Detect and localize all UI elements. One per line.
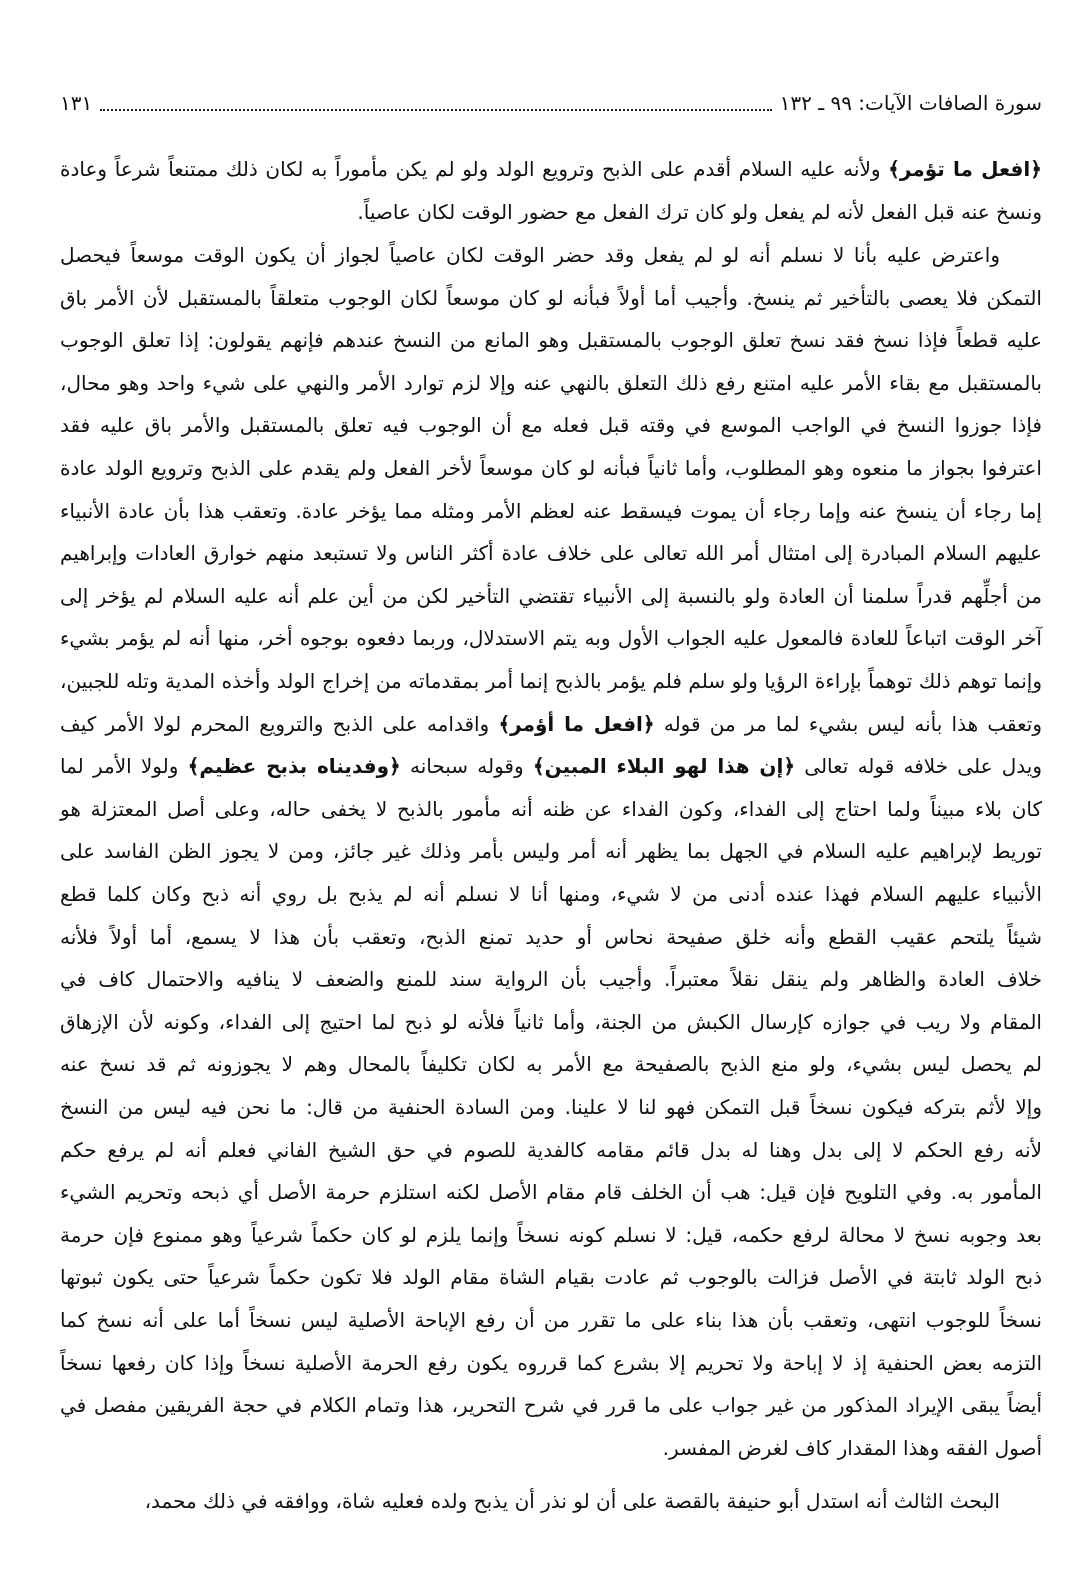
text-line bbox=[60, 1427, 1042, 1470]
text-line bbox=[60, 1043, 1042, 1086]
text-line bbox=[60, 830, 1042, 873]
text-segment: أيضاً يبقى الإيراد المذكور من غير جواب على ما قرر في شرح التحرير، هذا وتمام الكلام في حجة الفريقين مفصل في bbox=[60, 1393, 1042, 1418]
text-segment: آخر الوقت اتباعاً للعادة فالمعول عليه الجواب الأول وبه يتم الاستدلال، وربما دفعوه بوجوه أخر، منها أنه لم يؤمر بشيء bbox=[60, 626, 1042, 651]
quran-quote: ﴿إن هذا لهو البلاء المبين﴾ bbox=[532, 754, 796, 779]
text-line bbox=[60, 575, 1042, 618]
text-line bbox=[60, 191, 1042, 234]
quran-quote: ﴿افعل ما أؤمر﴾ bbox=[498, 711, 655, 736]
text-line bbox=[60, 1129, 1042, 1172]
text-line bbox=[60, 1256, 1042, 1299]
text-line bbox=[60, 1001, 1042, 1044]
text-segment: كان بلاء مبيناً ولما احتاج إلى الفداء، وكون الفداء عن ظنه أنه مأمور بالذبح لا يخفى حاله، وعلى أصل المعتزلة هو bbox=[60, 796, 1042, 821]
text-line bbox=[60, 873, 1042, 916]
text-segment: ويدل على خلافه قوله تعالى bbox=[795, 754, 1042, 779]
text-segment: وقوله سبحانه bbox=[400, 754, 533, 779]
text-segment: إما رجاء أن ينسخ عنه وإما رجاء أن يموت فيسقط عنه لعظم الأمر ومثله مما يؤخر عادة. وتعقب هذا بأن عادة الأنبياء bbox=[60, 498, 1042, 523]
text-line bbox=[60, 660, 1042, 703]
text-line bbox=[60, 148, 1042, 191]
text-segment: ولولا الأمر لما bbox=[60, 754, 188, 779]
text-segment: واعترض عليه بأنا لا نسلم أنه لو لم يفعل وقد حضر الوقت لكان عاصياً لجواز أن يكون الوقت موسعاً فيحصل bbox=[60, 243, 1000, 267]
text-line bbox=[60, 703, 1042, 746]
text-line bbox=[60, 788, 1042, 831]
text-line bbox=[60, 1384, 1042, 1427]
text-segment: ولأنه عليه السلام أقدم على الذبح وترويع الولد ولو لم يكن مأموراً به لكان ذلك ممتنعاً شرعاً وعادة bbox=[60, 157, 889, 181]
text-line bbox=[60, 362, 1042, 405]
text-line bbox=[60, 1480, 1042, 1523]
text-line bbox=[60, 1214, 1042, 1257]
text-line bbox=[60, 745, 1042, 788]
text-segment: نسخاً للوجوب انتهى، وتعقب بأن هذا بناء على ما تقرر من أن رفع الإباحة الأصلية ليس نسخاً أما على أنه نسخ كما bbox=[60, 1308, 1042, 1332]
text-line bbox=[60, 1342, 1042, 1385]
text-segment: البحث الثالث أنه استدل أبو حنيفة بالقصة على أن لو نذر أن يذبح ولده فعليه شاة، ووافقه في ذلك محمد، bbox=[144, 1489, 1000, 1513]
text-segment: التزمه بعض الحنفية إذ لا إباحة ولا تحريم إلا بشرع كما قرروه يكون رفع الحرمة الأصلية نسخاً وإذا كان رفعها نسخاً bbox=[60, 1350, 1042, 1375]
text-line bbox=[60, 1299, 1042, 1342]
text-line bbox=[60, 532, 1042, 575]
text-segment: عليه قطعاً فإذا نسخ فقد نسخ تعلق الوجوب بالمستقبل وهو المانع من النسخ عندهم فإنهم يقولون: إذا تعلق الوجوب bbox=[60, 328, 1042, 353]
text-segment: شيئاً يلتحم عقيب القطع وأنه خلق صفيحة نحاس أو حديد تمنع الذبح، وتعقب بأن هذا لا يسمع، أما أولاً فلأنه bbox=[60, 924, 1042, 949]
quran-quote: ﴿وفديناه بذبح عظيم﴾ bbox=[187, 754, 401, 779]
text-segment: بالمستقبل مع بقاء الأمر عليه امتنع رفع ذلك التعلق بالنهي عنه وإلا لزم توارد الأمر والنهي على شيء واحد وهو محال، bbox=[60, 370, 1042, 395]
text-line bbox=[60, 1171, 1042, 1214]
text-line bbox=[60, 404, 1042, 447]
text-segment: اعترفوا بجواز ما منعوه وهو المطلوب، وأما ثانياً فبأنه لو كان موسعاً لأخر الفعل ولم يقدم على الذبح وترويع الولد عادة bbox=[60, 456, 1042, 480]
text-segment: لأنه رفع الحكم لا إلى بدل وهنا له بدل قائم مقامه كالفدية للصوم في حق الشيخ الفاني فعلم أنه لم يرفع حكم bbox=[60, 1137, 1042, 1162]
text-segment: ذبح الولد ثابتة في الأصل فزالت بالوجوب ثم عادت بقيام الشاة مقام الولد فلا تكون حكماً شرعياً حتى يكون ثبوتها bbox=[60, 1265, 1042, 1290]
text-segment: خلاف العادة والظاهر ولم ينقل نقلاً معتبراً. وأجيب بأن الرواية سند للمنع والضعف لا ينافيه والاحتمال كاف في bbox=[60, 967, 1042, 992]
text-segment: وإلا لأثم بتركه فيكون نسخاً قبل التمكن فهو لنا لا علينا. ومن السادة الحنفية من قال: ما نحن فيه ليس من النسخ bbox=[60, 1095, 1042, 1119]
running-header bbox=[60, 86, 1042, 120]
text-segment: وتعقب هذا بأنه ليس بشيء لما مر من قوله bbox=[654, 711, 1042, 736]
text-segment: وإنما توهم ذلك توهماً بإراءة الرؤيا ولو سلم فلم يؤمر بالذبح إنما أمر بمقدماته من إخراج الولد وأخذه المدية وتله للجبين، bbox=[60, 669, 1042, 693]
text-segment: أصول الفقه وهذا المقدار كاف لغرض المفسر. bbox=[662, 1435, 1042, 1460]
quran-quote: ﴿افعل ما تؤمر﴾ bbox=[888, 157, 1042, 181]
header-title: سورة الصافات الآيات: ٩٩ ـ ١٣٢ bbox=[779, 91, 1042, 115]
text-line bbox=[60, 447, 1042, 490]
text-line bbox=[60, 916, 1042, 959]
page-number: ١٣١ bbox=[60, 91, 93, 115]
text-line bbox=[60, 1086, 1042, 1129]
text-segment: واقدامه على الذبح والترويع المحرم لولا الأمر كيف bbox=[60, 711, 499, 736]
text-segment: المأمور به. وفي التلويح فإن قيل: هب أن الخلف قام مقام الأصل لكنه استلزم حرمة الأصل أي ذبحه وتحريم الشيء bbox=[60, 1180, 1042, 1205]
text-segment: فإذا جوزوا النسخ في الواجب الموسع في وقته قبل فعله مع أن الوجوب فيه تعلق بالمستقبل والأمر باق عليه فقد bbox=[60, 413, 1042, 438]
text-line bbox=[60, 234, 1042, 277]
text-segment: التمكن فلا يعصى بالتأخير ثم ينسخ. وأجيب أما أولاً فبأنه لو كان موسعاً لكان الوجوب متعلقاً بالمستقبل لأن الأمر باق bbox=[60, 285, 1042, 310]
text-segment: المقام ولا ريب في جوازه كإرسال الكبش من الجنة، وأما ثانياً فلأنه لو ذبح لما احتيج إلى الفداء، وكونه لأن الإزهاق bbox=[60, 1009, 1042, 1034]
text-segment: لم يحصل ليس بشيء، ولو منع الذبح بالصفيحة مع الأمر به لكان تكليفاً بالمحال وهم لا يجوزونه ثم قد نسخ عنه bbox=[60, 1052, 1042, 1077]
text-line bbox=[60, 617, 1042, 660]
text-line bbox=[60, 277, 1042, 320]
text-segment: عليهم السلام المبادرة إلى امتثال أمر الله تعالى على خلاف عادة أكثر الناس ولا تستبعد منهم خوارق العادات وإبراهيم bbox=[60, 541, 1042, 566]
text-segment: توريط لإبراهيم عليه السلام في الجهل بما يظهر أنه أمر وليس بأمر وذلك غير جائز، ومن لا يجوز الظن الفاسد على bbox=[60, 839, 1042, 864]
text-line bbox=[60, 490, 1042, 533]
text-line bbox=[60, 958, 1042, 1001]
text-line bbox=[60, 319, 1042, 362]
text-segment: الأنبياء عليهم السلام فهذا عنده أدنى من لا شيء، ومنها أنا لا نسلم أنه لم يذبح بل روي أنه ذبح وكان كلما قطع bbox=[60, 882, 1042, 906]
text-segment: ونسخ عنه قبل الفعل لأنه لم يفعل ولو كان ترك الفعل مع حضور الوقت لكان عاصياً. bbox=[357, 200, 1042, 224]
text-segment: من أجلِّهم قدراً سلمنا أن العادة ولو بالنسبة إلى الأنبياء تقتضي التأخير لكن من أين علم أنه عليه السلام لم يؤخر إلى bbox=[60, 583, 1042, 608]
leader-dots bbox=[100, 95, 771, 111]
text-segment: بعد وجوبه نسخ لا محالة لرفع حكمه، قيل: لا نسلم كونه نسخاً وإنما يلزم لو كان حكماً شرعياً وهو ممنوع فإن حرمة bbox=[60, 1222, 1042, 1247]
